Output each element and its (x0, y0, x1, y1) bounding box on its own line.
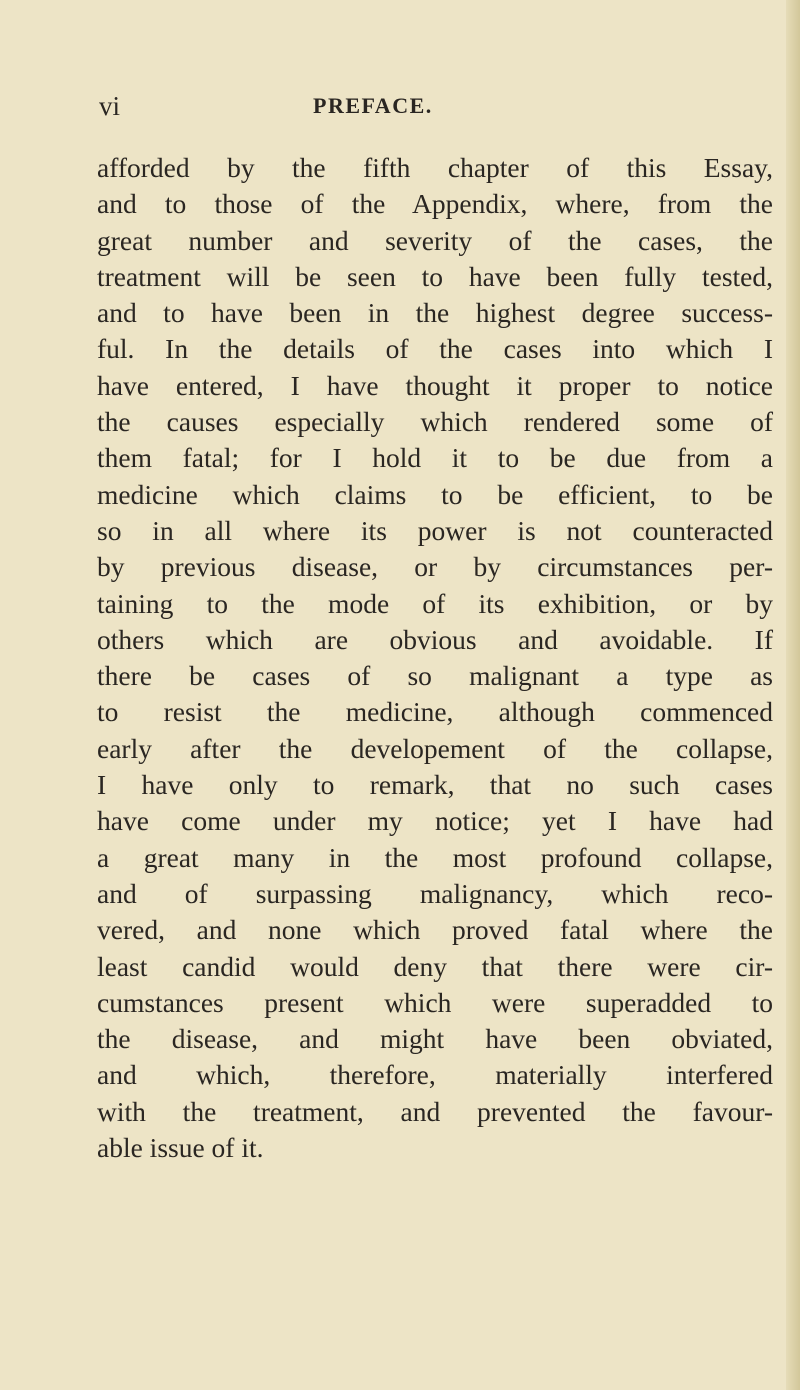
text-line: able issue of it. (97, 1132, 264, 1164)
text-line: afforded by the fifth chapter of this Essay, (97, 152, 773, 183)
page-header (0, 86, 800, 126)
text-line: others which are obvious and avoidable. If (97, 623, 773, 655)
text-line: them fatal; for I hold it to be due from a (97, 442, 773, 474)
text-line: have come under my notice; yet I have had (97, 805, 773, 837)
text-line: least candid would deny that there were cir- (97, 950, 773, 982)
text-line: the disease, and might have been obviated, (97, 1023, 773, 1055)
page-number: vi (99, 91, 121, 121)
text-line: to resist the medicine, although commenced (97, 696, 773, 728)
text-line: a great many in the most profound collapse, (97, 841, 773, 873)
text-line: the causes especially which rendered some of (97, 406, 773, 438)
text-line: medicine which claims to be efficient, to be (97, 478, 773, 510)
text-line: taining to the mode of its exhibition, or by (97, 587, 773, 619)
text-line: so in all where its power is not counteracted (97, 514, 773, 546)
text-line: early after the developement of the collapse, (97, 732, 773, 764)
text-line: with the treatment, and prevented the favour- (97, 1095, 773, 1127)
text-line: treatment will be seen to have been fully tested, (97, 260, 773, 292)
text-line: ful. In the details of the cases into which I (97, 333, 773, 365)
text-line: there be cases of so malignant a type as (97, 660, 773, 692)
text-line: have entered, I have thought it proper to notice (97, 369, 773, 401)
body-paragraph (97, 150, 773, 1166)
text-line: and to those of the Appendix, where, from the (97, 188, 773, 220)
text-line: and of surpassing malignancy, which reco- (97, 877, 773, 909)
running-head: PREFACE. (313, 93, 433, 118)
page-edge (786, 0, 800, 1390)
text-line: vered, and none which proved fatal where the (97, 914, 773, 946)
text-line: cumstances present which were superadded to (97, 986, 773, 1018)
text-line: I have only to remark, that no such cases (97, 769, 773, 801)
text-line: great number and severity of the cases, the (97, 224, 773, 256)
text-line: and to have been in the highest degree success- (97, 297, 773, 329)
text-line: and which, therefore, materially interfered (97, 1059, 773, 1091)
text-line: by previous disease, or by circumstances per- (97, 551, 773, 583)
